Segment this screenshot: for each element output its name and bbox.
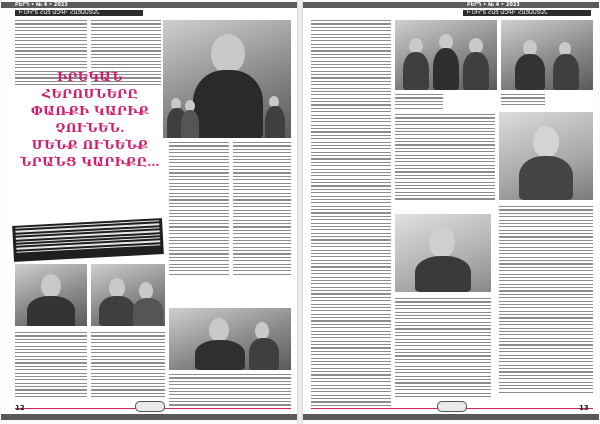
photo-classroom: [501, 20, 593, 90]
left-section-label: Ի ՍԻՐՏ ՀԱՅ ԱԶԳԻ՝ ՀԱՅԱՍՏԱՆ: [15, 10, 143, 16]
portrait-photo: [163, 20, 291, 138]
right-text-col-2: [395, 114, 495, 202]
right-text-col-1: [311, 20, 391, 412]
photo-group-audience: [395, 20, 497, 90]
right-section-label: Ի ՍԻՐՏ ՀԱՅ ԱԶԳԻ՝ ՀԱՅԱՍՏԱՆ: [463, 10, 591, 16]
right-bottom-bar: [303, 414, 599, 420]
body-text-col-5: [15, 332, 87, 400]
right-text-col-3: [499, 206, 593, 395]
right-footer-logo: [437, 401, 467, 412]
left-page-number: 12: [15, 404, 25, 412]
right-text-col-4: [395, 298, 491, 399]
right-caption-1: [395, 94, 443, 111]
headline-line-4: ՄԵՆՔ ՈՒՆԵՆՔ: [31, 137, 149, 152]
right-page-number: 13: [579, 404, 589, 412]
headline-line-5: ՆՐԱՆՑ ԿԱՐԻՔԸ…: [20, 154, 160, 169]
headline-line-2: ՓԱՌՔԻ ԿԱՐԻՔ: [30, 103, 150, 118]
right-top-bar: [303, 2, 599, 8]
photo-meeting: [91, 264, 165, 326]
headline-line-1: ԻՐԵԿԱՆ ՀԵՐՈՍՆԵՐԸ: [41, 69, 139, 101]
left-page: [1, 2, 297, 420]
right-page: [303, 2, 599, 420]
right-caption-2: [501, 94, 545, 108]
body-text-col-4: [233, 142, 291, 277]
highlight-text-block: [12, 218, 164, 262]
photo-woman-portrait: [499, 112, 593, 200]
photo-man-portrait: [395, 214, 491, 292]
body-text-col-6: [91, 332, 165, 400]
headline-line-3: ՉՈՒՆԵՆ.: [55, 120, 125, 135]
photo-soldier-portrait: [15, 264, 87, 326]
left-footer-logo: [135, 401, 165, 412]
left-bottom-bar: [1, 414, 297, 420]
photo-signing: [169, 308, 291, 370]
body-text-col-7: [169, 374, 291, 411]
left-header-text: ԲԵՐԴ • № 4 • 2023: [15, 2, 68, 8]
right-header-text: ԲԵՐԴ • № 4 • 2023: [467, 2, 520, 8]
article-headline: [15, 68, 165, 170]
body-text-col-3: [169, 142, 229, 277]
